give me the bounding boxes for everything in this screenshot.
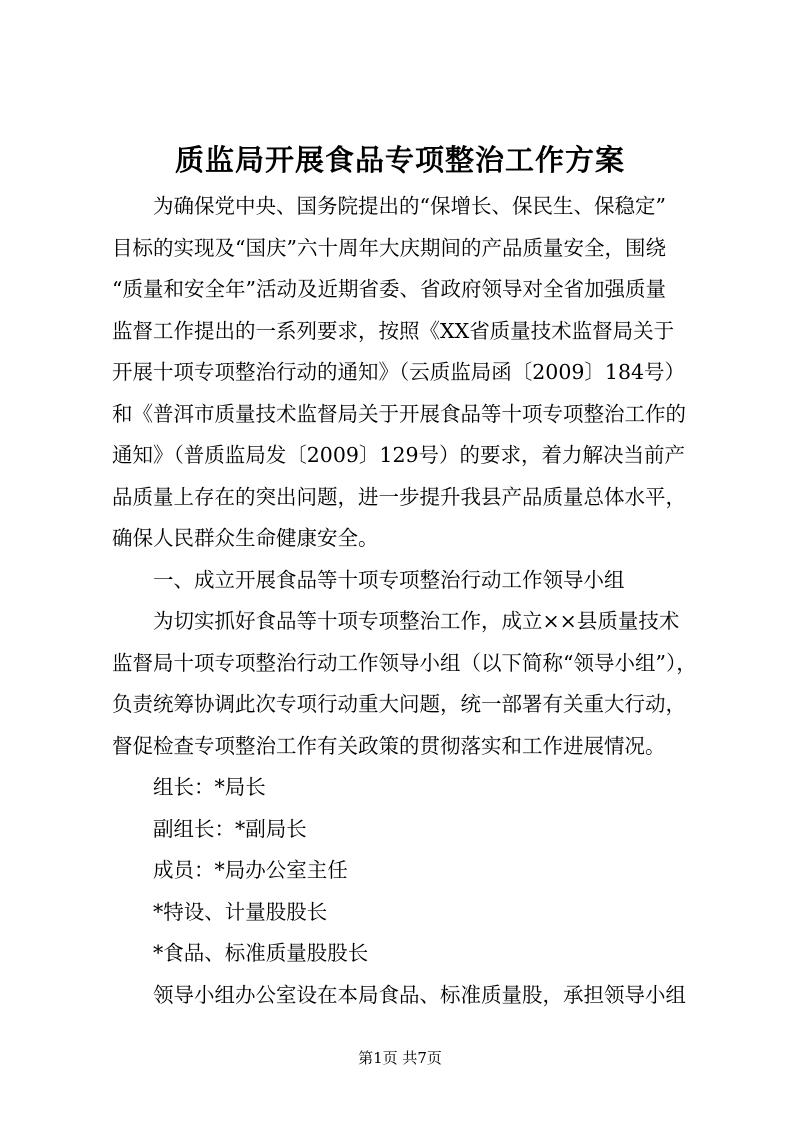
paragraph-line: 确保人民群众生命健康安全。	[112, 526, 379, 550]
paragraph-line: 和《普洱市质量技术监督局关于开展食品等十项专项整治工作的	[112, 401, 686, 426]
paragraph-line: 负责统筹协调此次专项行动重大问题，统一部署有关重大行动，	[112, 692, 686, 716]
paragraph-line: 目标的实现及“国庆”六十周年大庆期间的产品质量安全，围绕	[112, 235, 666, 260]
page-footer: 第1页 共7页	[358, 1049, 442, 1067]
paragraph-line: 监督工作提出的一系列要求，按照《XX省质量技术监督局关于	[112, 318, 675, 343]
member-line: *特设、计量股股长	[153, 899, 328, 924]
member-line: 成员：*局办公室主任	[153, 858, 348, 882]
member-line: 组长：*局长	[153, 775, 266, 799]
paragraph-line: 领导小组办公室设在本局食品、标准质量股，承担领导小组	[153, 982, 686, 1007]
paragraph-line: “质量和安全年”活动及近期省委、省政府领导对全省加强质量	[112, 277, 666, 301]
document-body	[112, 186, 712, 1016]
paragraph-line: 为确保党中央、国务院提出的“保增长、保民生、保稳定”	[153, 194, 666, 218]
paragraph-line: 品质量上存在的突出问题，进一步提升我县产品质量总体水平，	[112, 484, 686, 509]
paragraph-line: 开展十项专项整治行动的通知》（云质监局函〔2009〕184号）	[112, 360, 686, 384]
paragraph-line: 督促检查专项整治工作有关政策的贯彻落实和工作进展情况。	[112, 733, 666, 758]
paragraph-line: 监督局十项专项整治行动工作领导小组（以下简称“领导小组”），	[112, 650, 697, 675]
section-heading: 一、成立开展食品等十项专项整治行动工作领导小组	[153, 567, 625, 592]
paragraph-line: 通知》（普质监局发〔2009〕129号）的要求，着力解决当前产	[112, 443, 686, 467]
paragraph-line: 为切实抓好食品等十项专项整治工作，成立××县质量技术	[153, 609, 680, 633]
document-title: 质监局开展食品专项整治工作方案	[174, 143, 625, 177]
member-line: 副组长：*副局长	[153, 816, 307, 841]
member-line: *食品、标准质量股股长	[153, 941, 369, 965]
